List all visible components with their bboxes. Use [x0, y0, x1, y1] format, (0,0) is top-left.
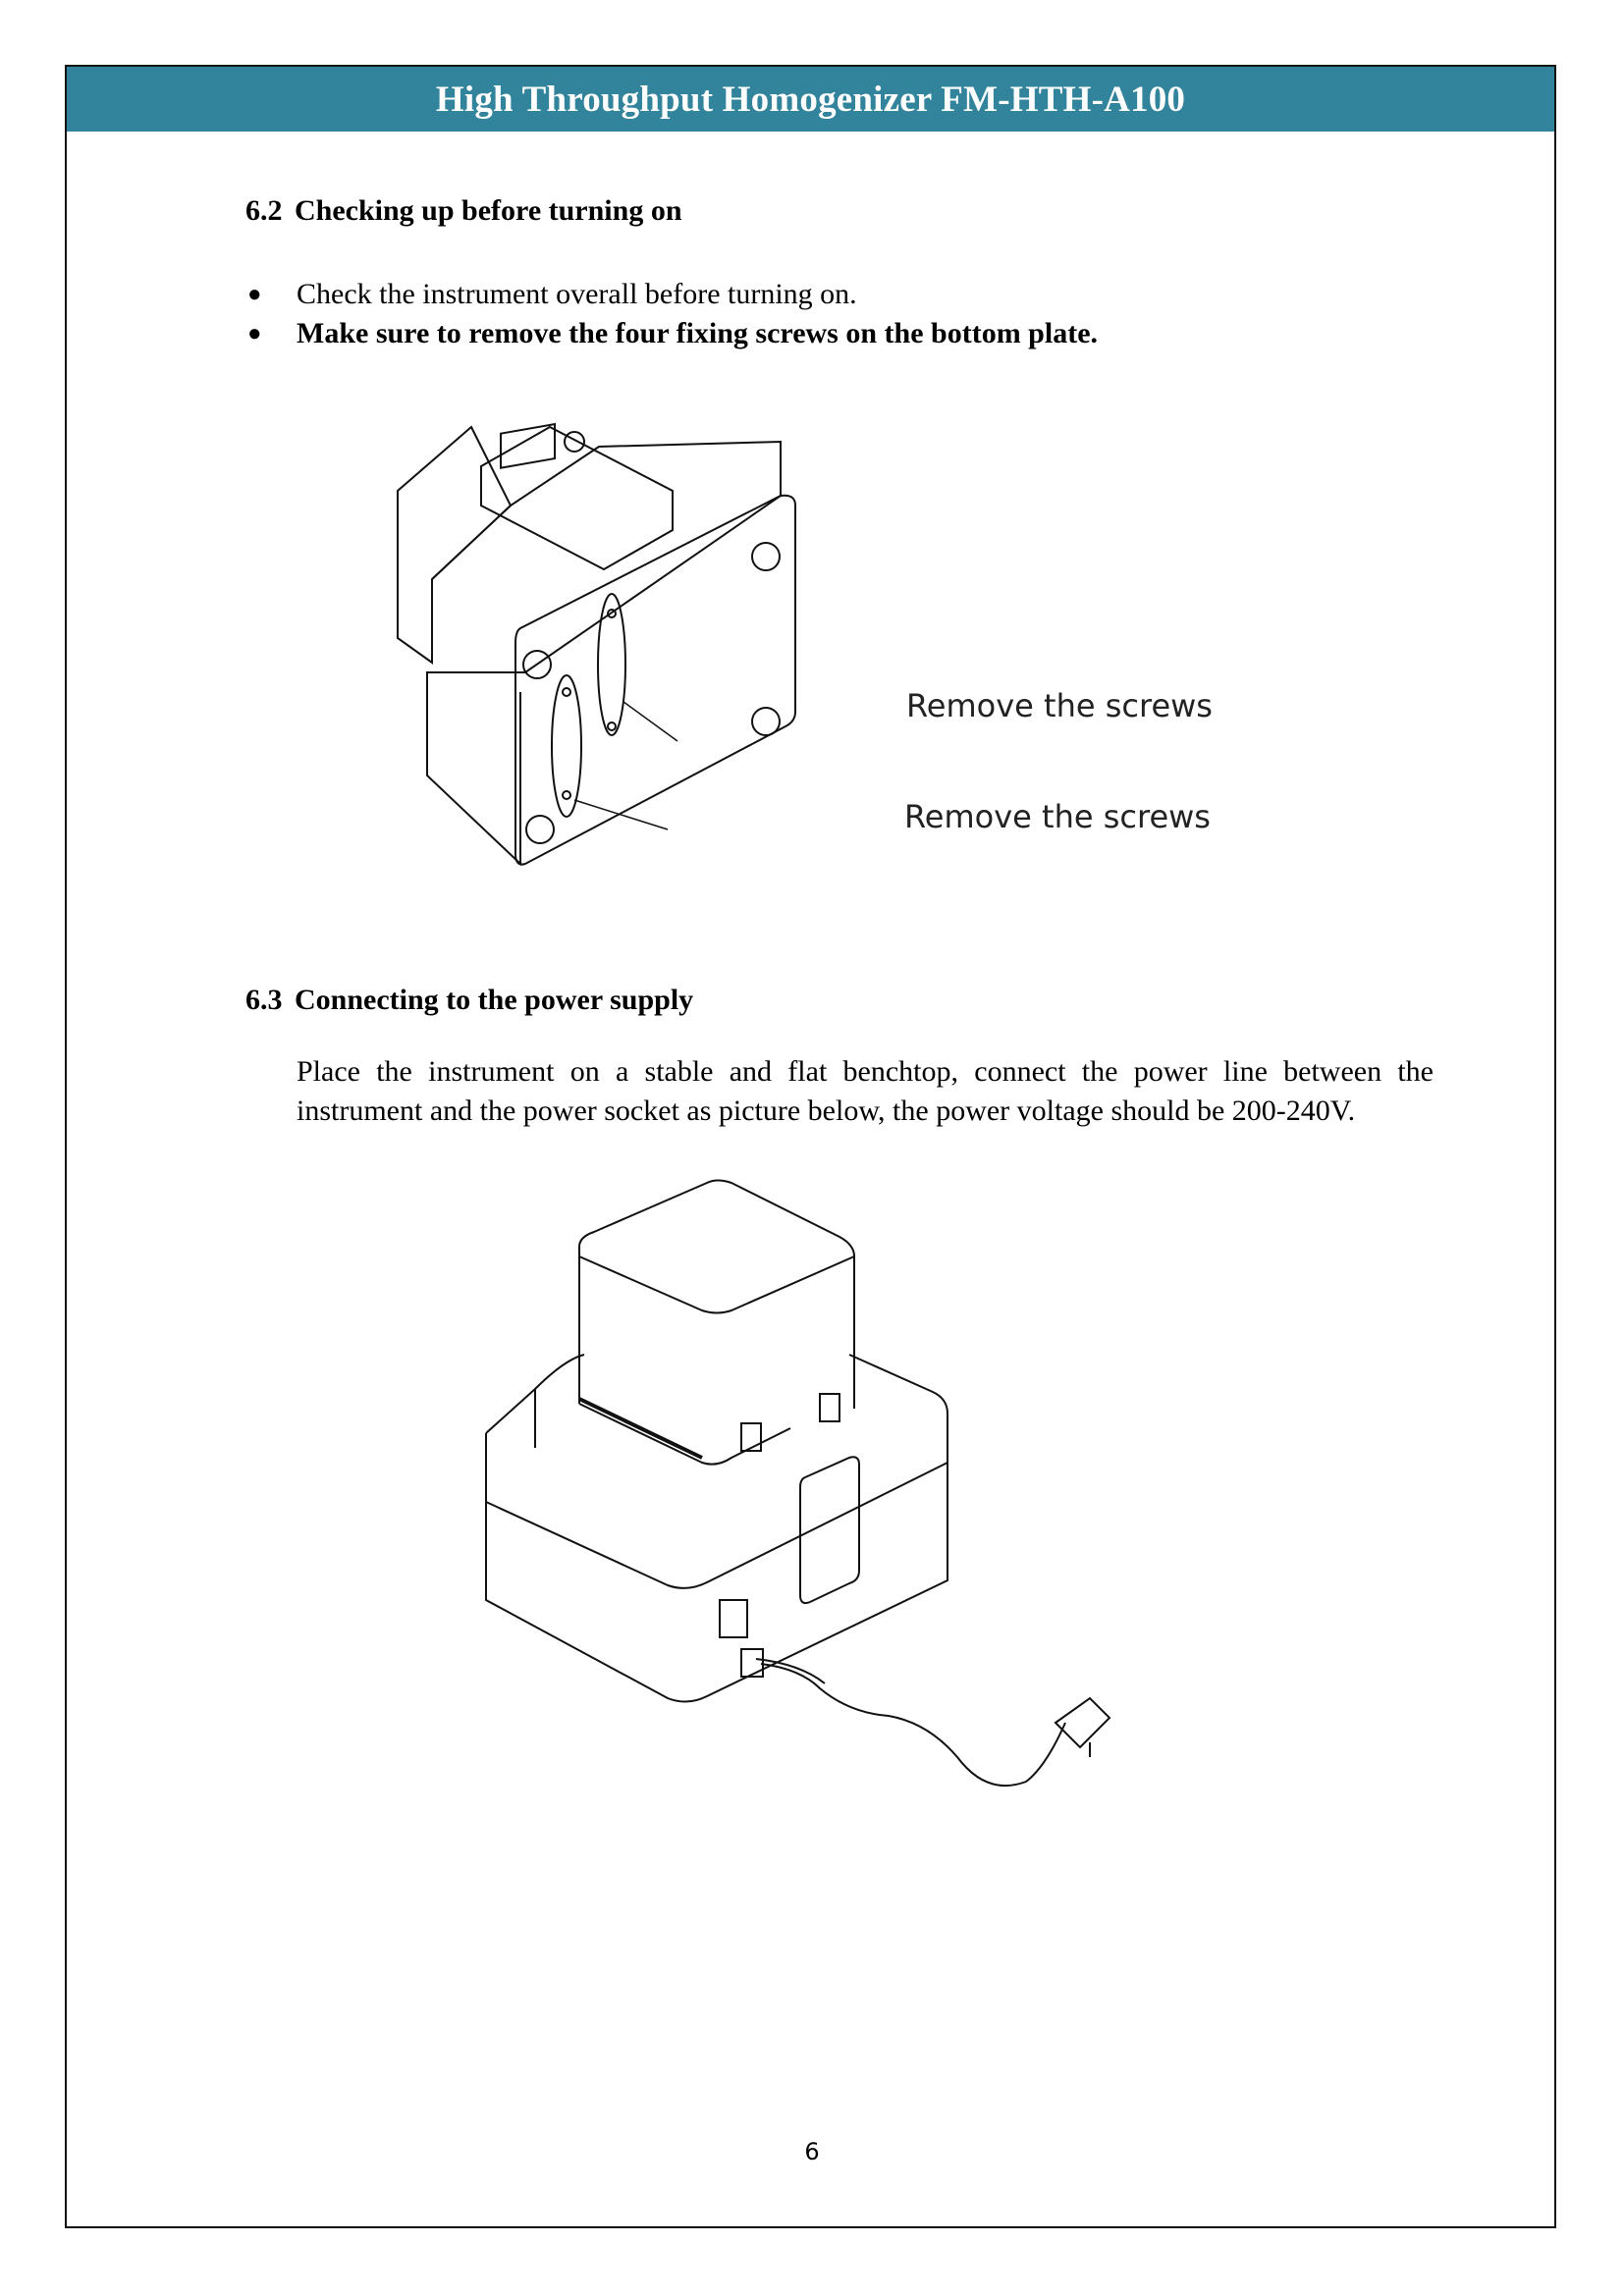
bullet-icon: ●	[247, 321, 262, 347]
checklist	[245, 275, 1098, 353]
list-item-warning: ● Make sure to remove the four fixing screws on the bottom plate.	[245, 314, 1098, 353]
instrument-power-cord-illustration	[457, 1178, 1164, 1845]
page-number: 6	[804, 2138, 820, 2165]
figure-power-connection	[457, 1178, 1164, 1845]
section-title: Connecting to the power supply	[295, 984, 694, 1016]
callout-label: Remove the screws	[904, 798, 1211, 835]
list-item: ● Check the instrument overall before turning on.	[245, 275, 1098, 314]
page-border	[65, 65, 1556, 2228]
section-heading-6-2	[245, 194, 682, 228]
bullet-icon: ●	[247, 282, 262, 307]
document-title: High Throughput Homogenizer FM-HTH-A100	[435, 79, 1186, 120]
section-heading-6-3	[245, 984, 693, 1017]
figure-bottom-plate-screws	[388, 407, 1272, 879]
callout-label: Remove the screws	[906, 687, 1213, 724]
section-number: 6.2	[245, 194, 283, 227]
section-number: 6.3	[245, 984, 283, 1016]
power-supply-instructions: Place the instrument on a stable and flat benchtop, connect the power line between the instrument and the power socket as picture below, the power voltage should be 200-240V.	[297, 1055, 1434, 1127]
document-header-bar	[67, 67, 1554, 132]
section-title: Checking up before turning on	[295, 194, 682, 227]
